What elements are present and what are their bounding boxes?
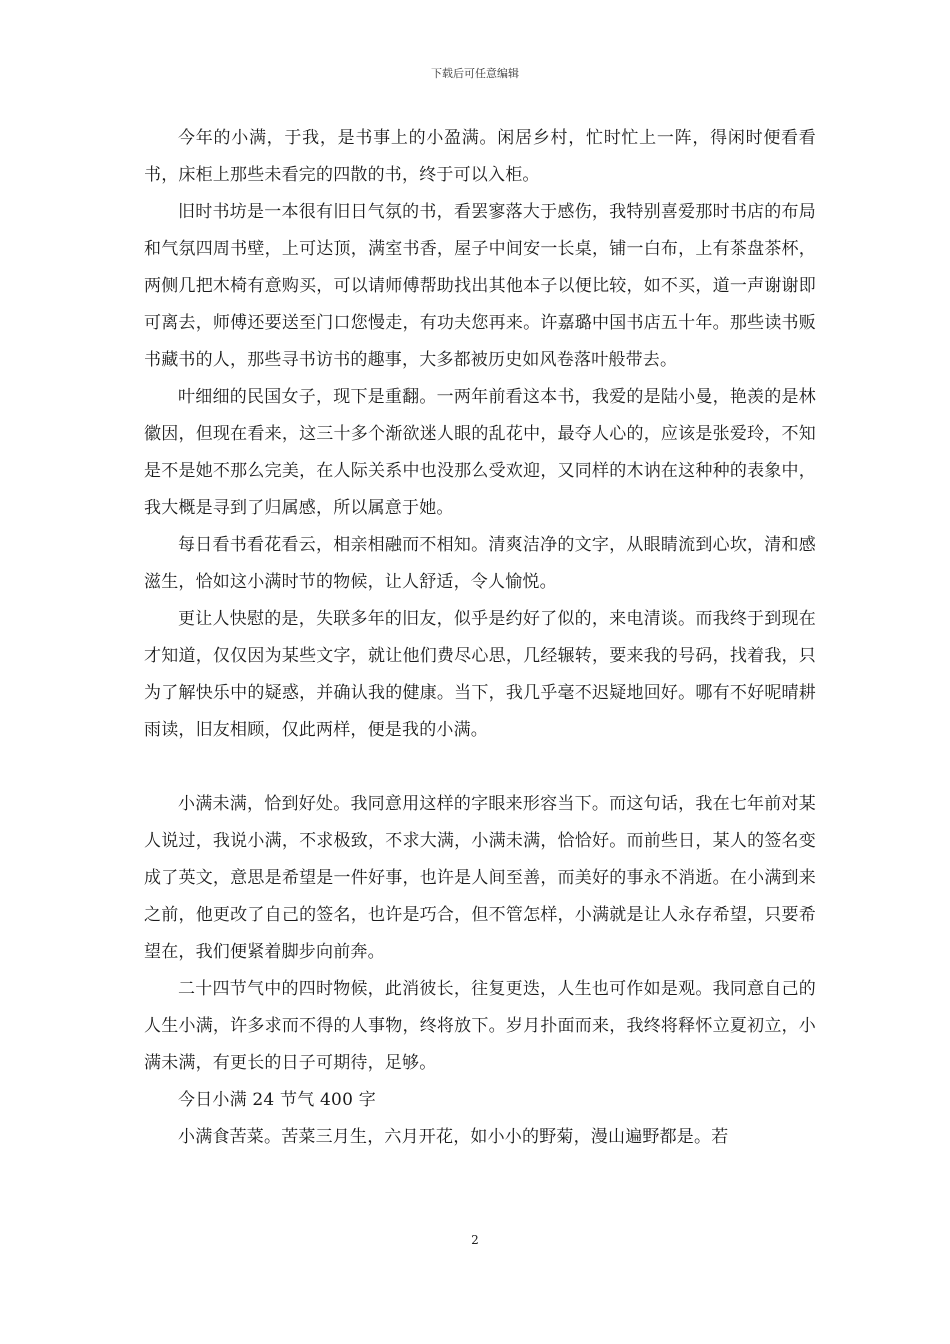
- document-body: [144, 120, 816, 1156]
- page-number: 2: [471, 1233, 479, 1247]
- paragraph-spacer: [144, 749, 816, 786]
- paragraph: 小满未满，恰到好处。我同意用这样的字眼来形容当下。而这句话，我在七年前对某人说过，我说小满，不求极致，不求大满，小满未满，恰恰好。而前些日，某人的签名变成了英文，意思是希望是一件好事，也许是人间至善，而美好的事永不消逝。在小满到来之前，他更改了自己的签名，也许是巧合，但不管怎样，小满就是让人永存希望，只要希望在，我们便紧着脚步向前奔。: [144, 794, 816, 962]
- paragraph: 小满食苦菜。苦菜三月生，六月开花，如小小的野菊，漫山遍野都是。若: [178, 1127, 729, 1147]
- section-heading: 今日小满 24 节气 400 字: [178, 1090, 376, 1110]
- paragraph: 二十四节气中的四时物候，此消彼长，往复更迭，人生也可作如是观。我同意自己的人生小满，许多求而不得的人事物，终将放下。岁月扑面而来，我终将释怀立夏初立，小满未满，有更长的日子可期待，足够。: [144, 979, 816, 1073]
- paragraph: 每日看书看花看云，相亲相融而不相知。清爽洁净的文字，从眼睛流到心坎，清和感滋生，恰如这小满时节的物候，让人舒适，令人愉悦。: [144, 535, 816, 592]
- page-header: 下载后可任意编辑: [431, 67, 519, 80]
- paragraph: 旧时书坊是一本很有旧日气氛的书，看罢寥落大于感伤，我特别喜爱那时书店的布局和气氛四周书壁，上可达顶，满室书香，屋子中间安一长桌，铺一白布，上有茶盘茶杯，两侧几把木椅有意购买，可以请师傅帮助找出其他本子以便比较，如不买，道一声谢谢即可离去，师傅还要送至门口您慢走，有功夫您再来。许嘉璐中国书店五十年。那些读书贩书藏书的人，那些寻书访书的趣事，大多都被历史如风卷落叶般带去。: [144, 202, 816, 370]
- paragraph: 更让人快慰的是，失联多年的旧友，似乎是约好了似的，来电清谈。而我终于到现在才知道，仅仅因为某些文字，就让他们费尽心思，几经辗转，要来我的号码，找着我，只为了解快乐中的疑惑，并确认我的健康。当下，我几乎毫不迟疑地回好。哪有不好呢晴耕雨读，旧友相顾，仅此两样，便是我的小满。: [144, 609, 816, 740]
- paragraph: 叶细细的民国女子，现下是重翻。一两年前看这本书，我爱的是陆小曼，艳羡的是林徽因，但现在看来，这三十多个渐欲迷人眼的乱花中，最夺人心的，应该是张爱玲，不知是不是她不那么完美，在人际关系中也没那么受欢迎，又同样的木讷在这种种的表象中，我大概是寻到了归属感，所以属意于她。: [144, 387, 816, 518]
- paragraph: 今年的小满，于我，是书事上的小盈满。闲居乡村，忙时忙上一阵，得闲时便看看书，床柜上那些未看完的四散的书，终于可以入柜。: [144, 128, 816, 185]
